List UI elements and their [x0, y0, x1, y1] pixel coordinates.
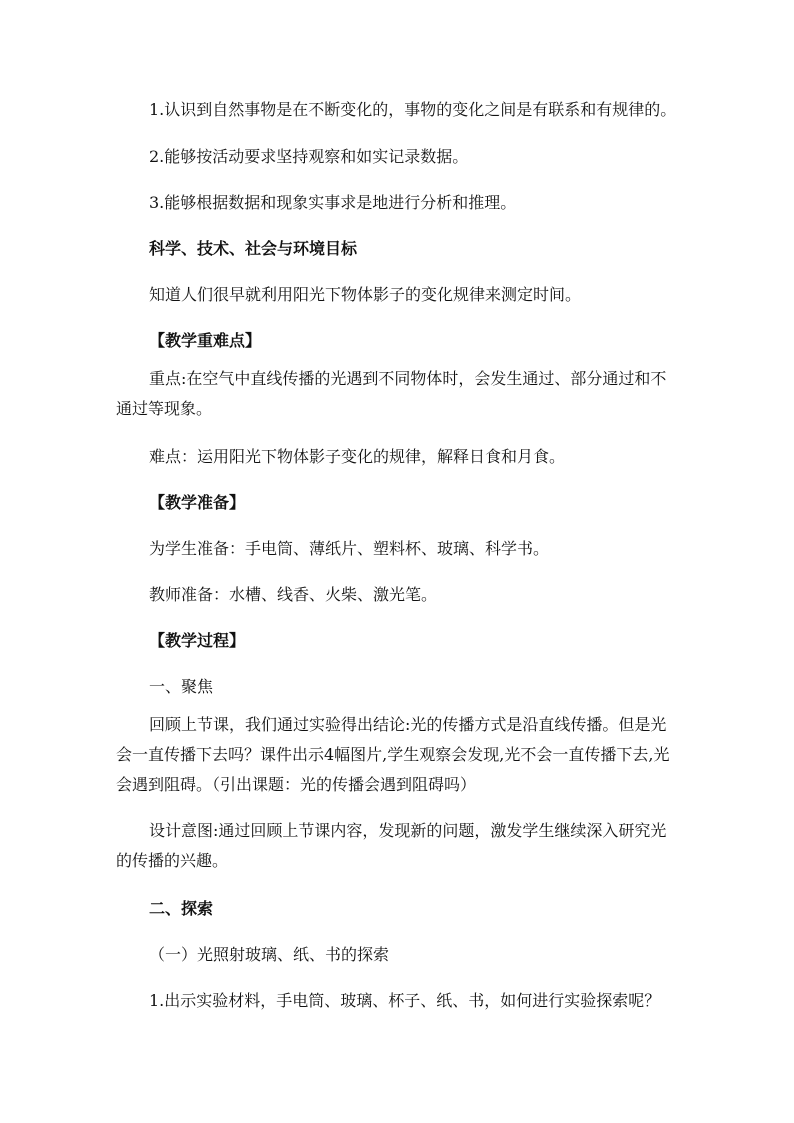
explore-item-1: 1.出示实验材料，手电筒、玻璃、杯子、纸、书，如何进行实验探索呢？ — [149, 991, 661, 1010]
subheading-focus: 一、聚焦 — [149, 677, 214, 696]
objective-item-3: 3.能够根据数据和现象实事求是地进行分析和推理。 — [149, 193, 517, 212]
difficulty-paragraph: 难点：运用阳光下物体影子变化的规律，解释日食和月食。 — [149, 447, 566, 466]
section-heading-preparation: 【教学准备】 — [149, 493, 246, 512]
key-point-paragraph: 重点:在空气中直线传播的光遇到不同物体时，会发生通过、部分通过和不通过等现象。 — [116, 369, 667, 418]
student-preparation: 为学生准备：手电筒、薄纸片、塑料杯、玻璃、科学书。 — [149, 539, 550, 558]
objective-item-2: 2.能够按活动要求坚持观察和如实记录数据。 — [149, 147, 469, 166]
objective-item-1: 1.认识到自然事物是在不断变化的，事物的变化之间是有联系和有规律的。 — [149, 100, 677, 119]
section-heading-process: 【教学过程】 — [149, 631, 246, 650]
design-intent-paragraph: 设计意图:通过回顾上节课内容，发现新的问题，激发学生继续深入研究光的传播的兴趣。 — [116, 821, 667, 870]
explore-subsection-title: （一）光照射玻璃、纸、书的探索 — [149, 945, 390, 964]
section-heading-sts: 科学、技术、社会与环境目标 — [149, 239, 358, 258]
section-heading-key-points: 【教学重难点】 — [149, 331, 262, 350]
sts-paragraph: 知道人们很早就利用阳光下物体影子的变化规律来测定时间。 — [149, 285, 582, 304]
subheading-explore: 二、探索 — [149, 899, 214, 918]
focus-paragraph: 回顾上节课，我们通过实验得出结论:光的传播方式是沿直线传播。但是光会一直传播下去吗？课件出示4幅图片,学生观察会发现,光不会一直传播下去,光会遇到阻碍。（引出课题：光的传播会遇到阻碍吗） — [116, 715, 670, 794]
teacher-preparation: 教师准备：水槽、线香、火柴、激光笔。 — [149, 585, 438, 604]
